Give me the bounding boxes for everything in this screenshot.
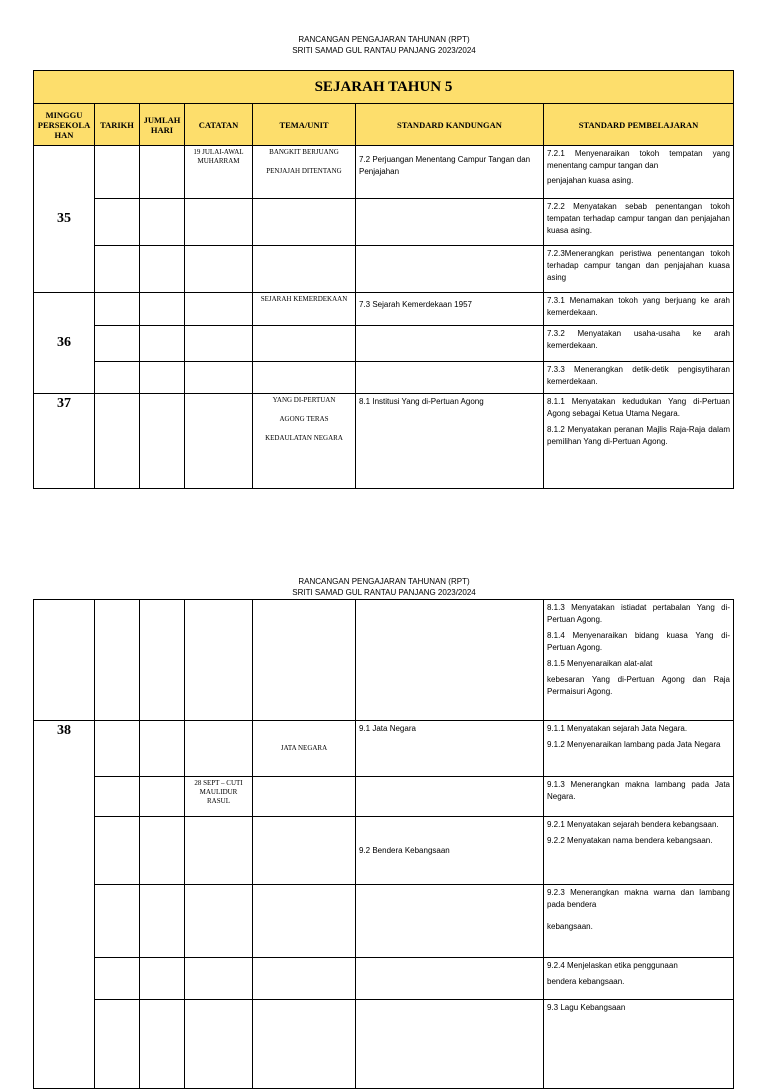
table-row (34, 394, 734, 489)
table-row (34, 600, 734, 721)
week-number: 38 (34, 721, 95, 1089)
table-row (34, 817, 734, 885)
header-line-1: RANCANGAN PENGAJARAN TAHUNAN (RPT) (298, 35, 470, 44)
table-row (34, 721, 734, 777)
week-number: 36 (34, 293, 95, 394)
col-standard-pembelajaran: STANDARD PEMBELAJARAN (544, 104, 734, 146)
standard-pembelajaran-cell: 9.2.4 Menjelaskan etika penggunaan bendera kebangsaan. (544, 958, 734, 1000)
table-row (34, 199, 734, 246)
tema-cell: JATA NEGARA (253, 721, 356, 777)
standard-pembelajaran-cell: 9.1.3 Menerangkan makna lambang pada Jata Negara. (544, 777, 734, 817)
standard-pembelajaran-cell: 7.3.1 Menamakan tokoh yang berjuang ke arah kemerdekaan. (544, 293, 734, 326)
tema-cell: BANGKIT BERJUANG PENJAJAH DITENTANG (253, 146, 356, 199)
standard-pembelajaran-cell: 7.2.3Menerangkan peristiwa penentangan tokoh terhadap campur tangan dan penjajahan kuasa asing (544, 246, 734, 293)
col-tema-unit: TEMA/UNIT (253, 104, 356, 146)
standard-kandungan-cell: 8.1 Institusi Yang di-Pertuan Agong (356, 394, 544, 489)
document-header (0, 34, 768, 56)
standard-kandungan-cell: 9.2 Bendera Kebangsaan (356, 817, 544, 885)
tema-cell: SEJARAH KEMERDEKAAN (253, 293, 356, 326)
standard-kandungan-cell: 7.3 Sejarah Kemerdekaan 1957 (356, 293, 544, 326)
col-catatan: CATATAN (185, 104, 253, 146)
document-header-page-2 (0, 576, 768, 598)
standard-pembelajaran-cell: 7.2.2 Menyatakan sebab penentangan tokoh tempatan terhadap campur tangan dan penjajahan kuasa asing. (544, 199, 734, 246)
col-minggu: MINGGU PERSEKOLA HAN (34, 104, 95, 146)
catatan-cell: 28 SEPT – CUTI MAULIDUR RASUL (185, 777, 253, 817)
week-number: 37 (34, 394, 95, 489)
table-row (34, 246, 734, 293)
standard-pembelajaran-cell: 9.1.1 Menyatakan sejarah Jata Negara. 9.1.2 Menyenaraikan lambang pada Jata Negara (544, 721, 734, 777)
standard-pembelajaran-cell: 7.3.2 Menyatakan usaha-usaha ke arah kemerdekaan. (544, 326, 734, 362)
col-jumlah-hari: JUMLAH HARI (140, 104, 185, 146)
col-tarikh: TARIKH (95, 104, 140, 146)
standard-kandungan-cell: 7.2 Perjuangan Menentang Campur Tangan dan Penjajahan (356, 146, 544, 199)
rpt-table-page-1 (33, 70, 734, 489)
table-row (34, 146, 734, 199)
header-line-1: RANCANGAN PENGAJARAN TAHUNAN (RPT) (298, 577, 470, 586)
standard-pembelajaran-cell: 7.3.3 Menerangkan detik-detik pengisytiharan kemerdekaan. (544, 362, 734, 394)
table-row (34, 293, 734, 326)
standard-kandungan-cell: 9.1 Jata Negara (356, 721, 544, 777)
standard-pembelajaran-cell: 9.2.1 Menyatakan sejarah bendera kebangsaan. 9.2.2 Menyatakan nama bendera kebangsaan. (544, 817, 734, 885)
catatan-cell: 19 JULAI-AWAL MUHARRAM (185, 146, 253, 199)
col-standard-kandungan: STANDARD KANDUNGAN (356, 104, 544, 146)
table-row (34, 777, 734, 817)
week-number: 35 (34, 146, 95, 293)
standard-pembelajaran-cell: 7.2.1 Menyenaraikan tokoh tempatan yang menentang campur tangan dan penjajahan kuasa asing. (544, 146, 734, 199)
table-row (34, 885, 734, 958)
header-line-2: SRITI SAMAD GUL RANTAU PANJANG 2023/2024 (292, 46, 476, 55)
table-row (34, 958, 734, 1000)
table-row (34, 326, 734, 362)
header-line-2: SRITI SAMAD GUL RANTAU PANJANG 2023/2024 (292, 588, 476, 597)
standard-pembelajaran-cell: 9.2.3 Menerangkan makna warna dan lambang pada bendera kebangsaan. (544, 885, 734, 958)
subject-title: SEJARAH TAHUN 5 (34, 71, 734, 104)
table-row (34, 362, 734, 394)
standard-pembelajaran-cell: 8.1.1 Menyatakan kedudukan Yang di-Pertuan Agong sebagai Ketua Utama Negara. 8.1.2 Menyatakan peranan Majlis Raja-Raja dalam pemilihan Yang di-Pertuan Agong. (544, 394, 734, 489)
table-row (34, 1000, 734, 1089)
standard-pembelajaran-cell: 8.1.3 Menyatakan istiadat pertabalan Yang di-Pertuan Agong. 8.1.4 Menyenaraikan bidang kuasa Yang di-Pertuan Agong. 8.1.5 Menyenaraikan alat-alat kebesaran Yang di-Pertuan Agong dan Raja Permaisuri Agong. (544, 600, 734, 721)
rpt-table-page-2 (33, 599, 734, 1089)
standard-kandungan-cell: 9.3 Lagu Kebangsaan (544, 1000, 734, 1089)
tema-cell: YANG DI-PERTUAN AGONG TERAS KEDAULATAN NEGARA (253, 394, 356, 489)
